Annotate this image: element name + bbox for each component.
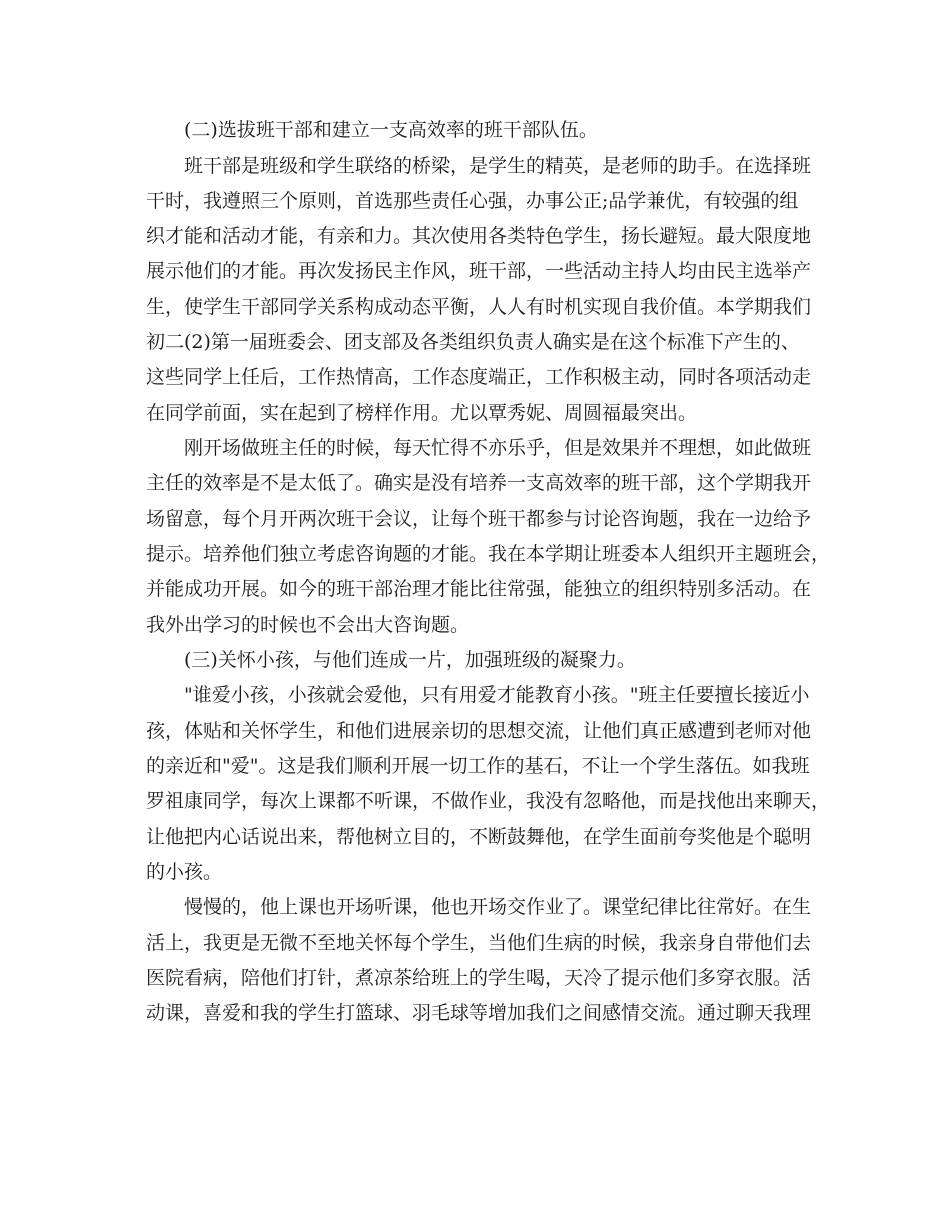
paragraph-line: 的亲近和"爱"。这是我们顺利开展一切工作的基石，不让一个学生落伍。如我班 bbox=[146, 755, 810, 777]
paragraph-line: 罗祖康同学，每次上课都不听课，不做作业，我没有忽略他，而是找他出来聊天， bbox=[146, 790, 831, 812]
paragraph-line: 动课，喜爱和我的学生打篮球、羽毛球等增加我们之间感情交流。通过聊天我理 bbox=[146, 1002, 812, 1024]
paragraph-line: 织才能和活动才能，有亲和力。其次使用各类特色学生，扬长避短。最大限度地 bbox=[146, 225, 812, 247]
paragraph-line: 生，使学生干部同学关系构成动态平衡，人人有时机实现自我价值。本学期我们 bbox=[146, 296, 812, 318]
paragraph-line: 干时，我遵照三个原则，首选那些责任心强，办事公正;品学兼优，有较强的组 bbox=[146, 190, 799, 212]
paragraph-line: 刚开场做班主任的时候，每天忙得不亦乐乎，但是效果并不理想，如此做班 bbox=[184, 437, 812, 459]
paragraph-line: 并能成功开展。如今的班干部治理才能比往常强，能独立的组织特别多活动。在 bbox=[146, 578, 812, 600]
paragraph-line: "谁爱小孩，小孩就会爱他，只有用爱才能教育小孩。"班主任要擅长接近小 bbox=[184, 684, 810, 706]
paragraph-line: 在同学前面，实在起到了榜样作用。尤以覃秀妮、周圆福最突出。 bbox=[146, 402, 698, 424]
paragraph-line: 孩，体贴和关怀学生，和他们进展亲切的思想交流，让他们真正感遭到老师对他 bbox=[146, 720, 812, 742]
paragraph-line: 提示。培养他们独立考虑咨询题的才能。我在本学期让班委本人组织开主题班会， bbox=[146, 543, 831, 565]
paragraph-line: 让他把内心话说出来，帮他树立目的，不断鼓舞他，在学生面前夸奖他是个聪明 bbox=[146, 826, 812, 848]
paragraph-line: 场留意，每个月开两次班干会议，让每个班干都参与讨论咨询题，我在一边给予 bbox=[146, 508, 812, 530]
paragraph-line: 的小孩。 bbox=[146, 861, 223, 883]
paragraph-line: 初二(2)第一届班委会、团支部及各类组织负责人确实是在这个标准下产生的、 bbox=[146, 331, 800, 353]
paragraph-line: 我外出学习的时候也不会出大咨询题。 bbox=[146, 614, 470, 636]
section-heading-3: (三)关怀小孩，与他们连成一片，加强班级的凝聚力。 bbox=[184, 649, 636, 671]
paragraph-line: 这些同学上任后，工作热情高，工作态度端正，工作积极主动，同时各项活动走 bbox=[146, 366, 812, 388]
paragraph-line: 展示他们的才能。再次发扬民主作风，班干部，一些活动主持人均由民主选举产 bbox=[146, 260, 812, 282]
paragraph-line: 主任的效率是不是太低了。确实是没有培养一支高效率的班干部，这个学期我开 bbox=[146, 472, 812, 494]
section-heading-2: (二)选拔班干部和建立一支高效率的班干部队伍。 bbox=[184, 119, 598, 141]
paragraph-line: 慢慢的，他上课也开场听课，他也开场交作业了。课堂纪律比往常好。在生 bbox=[184, 896, 812, 918]
paragraph-line: 活上，我更是无微不至地关怀每个学生，当他们生病的时候，我亲身自带他们去 bbox=[146, 932, 812, 954]
paragraph-line: 班干部是班级和学生联络的桥梁，是学生的精英，是老师的助手。在选择班 bbox=[184, 155, 812, 177]
paragraph-line: 医院看病，陪他们打针，煮凉茶给班上的学生喝，天冷了提示他们多穿衣服。活 bbox=[146, 967, 812, 989]
